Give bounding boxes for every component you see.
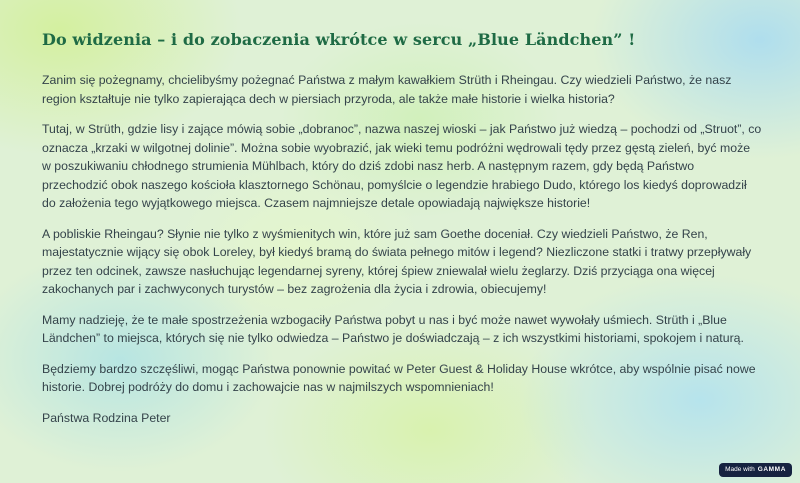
signature: Państwa Rodzina Peter (42, 410, 171, 425)
paragraph-intro: Zanim się pożegnamy, chcielibyśmy pożegnać Państwa z małym kawałkiem Strüth i Rheingau. Czy wiedzieli Państwo, że nasz region kształtuje nie tylko zapierająca dech w piersiach przyroda, ale także małe historie i wielka historia? (42, 73, 732, 106)
made-with-gamma-badge[interactable] (719, 463, 792, 477)
gamma-logo: GAMMA (757, 466, 786, 473)
paragraph-farewell: Będziemy bardzo szczęśliwi, mogąc Państwa ponownie powitać w Peter Guest & Holiday House wkrótce, aby wspólnie pisać nowe historie. Dobrej podróży do domu i zachowajcie nas w najmilszych wspomnieniach! (42, 361, 756, 394)
paragraph-hope: Mamy nadzieję, że te małe spostrzeżenia wzbogaciły Państwa pobyt u nas i być może nawet wywołały uśmiech. Strüth i „Blue Ländchen” to miejsca, których się nie tylko odwiedza – Państwo je doświadczają – z ich wszystkimi historiami, spokojem i naturą. (42, 312, 744, 345)
page-content (42, 30, 762, 439)
page-title: Do widzenia – i do zobaczenia wkrótce w sercu „Blue Ländchen” ! (42, 30, 636, 49)
paragraph-rheingau: A pobliskie Rheingau? Słynie nie tylko z wyśmienitych win, które już sam Goethe doceniał. Czy wiedzieli Państwo, że Ren, majestatycznie wijący się obok Loreley, był kiedyś bramą do świata pełnego mitów i legend? Niezliczone statki i tratwy przepływały przez ten odcinek, zawsze nasłuchując legendarnej syreny, której śpiew zniewalał wielu żeglarzy. Dziś przyciąga ona więcej zakochanych par i zachwyconych turystów – bez zagrożenia dla życia i zdrowia, obiecujemy! (42, 226, 752, 296)
badge-prefix: Made with (725, 466, 755, 473)
paragraph-struth: Tutaj, w Strüth, gdzie lisy i zające mówią sobie „dobranoc”, nazwa naszej wioski – jak Państwo już wiedzą – pochodzi od „Struot”, co oznacza „krzaki w wilgotnej dolinie”. Można sobie wyobrazić, jak wieki temu podróżni wędrowali tędy przez gęstą zieleń, być może w poszukiwaniu chłodnego strumienia Mühlbach, który do dziś zdobi nasz herb. A następnym razem, gdy będą Państwo przechodzić obok naszego kościoła klasztornego Schönau, pomyślcie o legendzie hrabiego Dudo, którego los kiedyś doprowadził do założenia tego wyjątkowego miejsca. Czasem najmniejsze detale opowiadają największe historie! (42, 122, 762, 210)
